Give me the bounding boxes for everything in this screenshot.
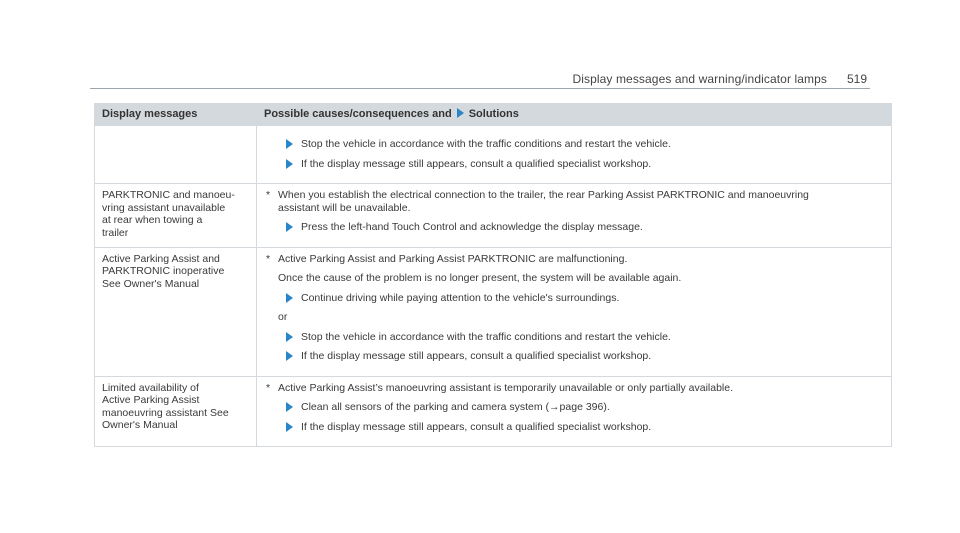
step-arrow-icon bbox=[286, 159, 293, 169]
cause-marker: * bbox=[266, 381, 271, 394]
step-text: Continue driving while paying attention to the vehicle's surroundings. bbox=[301, 291, 620, 304]
message-cell bbox=[95, 126, 257, 184]
message-text: Owner's Manual bbox=[102, 419, 178, 431]
message-text: See Owner's Manual bbox=[102, 277, 200, 290]
message-text: Limited availability of bbox=[102, 381, 199, 394]
message-text: vring assistant unavailable bbox=[102, 201, 226, 214]
cause-line: Active Parking Assist and Parking Assist PARKTRONIC are malfunctioning. bbox=[278, 252, 628, 265]
message-text: trailer bbox=[102, 226, 129, 239]
message-text: PARKTRONIC and manoeu- bbox=[102, 189, 235, 201]
table-row bbox=[95, 247, 892, 376]
solution-step bbox=[264, 401, 884, 414]
step-arrow-icon bbox=[286, 293, 293, 303]
step-arrow-icon bbox=[286, 222, 293, 232]
column-header-solutions bbox=[257, 104, 892, 126]
solution-step bbox=[264, 421, 884, 434]
solutions-header-prefix: Possible causes/consequences and bbox=[264, 108, 452, 121]
solution-cell bbox=[257, 376, 892, 447]
message-text: Active Parking Assist bbox=[102, 394, 200, 406]
step-text: Clean all sensors of the parking and camera system ( bbox=[301, 401, 550, 413]
message-text: PARKTRONIC inoperative bbox=[102, 265, 225, 277]
table-header-row bbox=[95, 104, 892, 126]
step-arrow-icon bbox=[286, 422, 293, 432]
step-text: If the display message still appears, consult a qualified specialist workshop. bbox=[301, 350, 652, 362]
page-reference-link[interactable]: page 396 bbox=[559, 401, 604, 413]
cause-line: When you establish the electrical connection to the trailer, the rear Parking Assist PARKTRONIC and manoeuvring bbox=[278, 189, 809, 201]
step-text: ). bbox=[603, 401, 610, 413]
solution-step bbox=[264, 138, 884, 151]
solution-step bbox=[264, 331, 884, 344]
step-text: If the display message still appears, consult a qualified specialist workshop. bbox=[301, 157, 652, 170]
message-text: Active Parking Assist and bbox=[102, 252, 220, 265]
page-reference-arrow-icon: → bbox=[549, 401, 560, 413]
step-arrow-icon bbox=[286, 332, 293, 342]
page-number: 519 bbox=[846, 72, 867, 86]
cause-text bbox=[264, 253, 884, 266]
message-cell bbox=[95, 184, 257, 248]
message-text: manoeuvring assistant See bbox=[102, 406, 229, 419]
cause-line: assistant will be unavailable. bbox=[278, 201, 411, 214]
solution-step bbox=[264, 292, 884, 305]
step-text: If the display message still appears, consult a qualified specialist workshop. bbox=[301, 420, 652, 433]
step-arrow-icon bbox=[286, 351, 293, 361]
cause-text bbox=[264, 382, 884, 395]
column-header-display-messages: Display messages bbox=[95, 104, 257, 126]
header-divider bbox=[90, 88, 870, 89]
solution-cell bbox=[257, 126, 892, 184]
cause-line: Active Parking Assist’s manoeuvring assistant is temporarily unavailable or only partially available. bbox=[278, 381, 734, 394]
solution-cell bbox=[257, 247, 892, 376]
table-row bbox=[95, 126, 892, 184]
step-text: Stop the vehicle in accordance with the traffic conditions and restart the vehicle. bbox=[301, 138, 671, 150]
solution-step bbox=[264, 221, 884, 234]
note-text: Once the cause of the problem is no longer present, the system will be available again. bbox=[278, 272, 682, 284]
solution-cell bbox=[257, 184, 892, 248]
step-text: Press the left-hand Touch Control and acknowledge the display message. bbox=[301, 221, 643, 233]
table-row bbox=[95, 376, 892, 447]
cause-marker: * bbox=[266, 252, 271, 265]
step-text: Stop the vehicle in accordance with the traffic conditions and restart the vehicle. bbox=[301, 330, 671, 343]
display-messages-table bbox=[94, 103, 892, 447]
step-arrow-icon bbox=[286, 139, 293, 149]
solution-step bbox=[264, 158, 884, 171]
table-row bbox=[95, 184, 892, 248]
cause-text bbox=[264, 189, 884, 214]
step-arrow-icon bbox=[457, 108, 464, 118]
solutions-header-suffix: Solutions bbox=[468, 108, 519, 121]
message-cell bbox=[95, 247, 257, 376]
message-cell bbox=[95, 376, 257, 447]
running-header-title: Display messages and warning/indicator lamps bbox=[572, 72, 827, 86]
solution-step bbox=[264, 350, 884, 363]
or-separator: or bbox=[278, 311, 288, 323]
step-arrow-icon bbox=[286, 402, 293, 412]
cause-marker: * bbox=[266, 189, 271, 201]
message-text: at rear when towing a bbox=[102, 214, 203, 226]
